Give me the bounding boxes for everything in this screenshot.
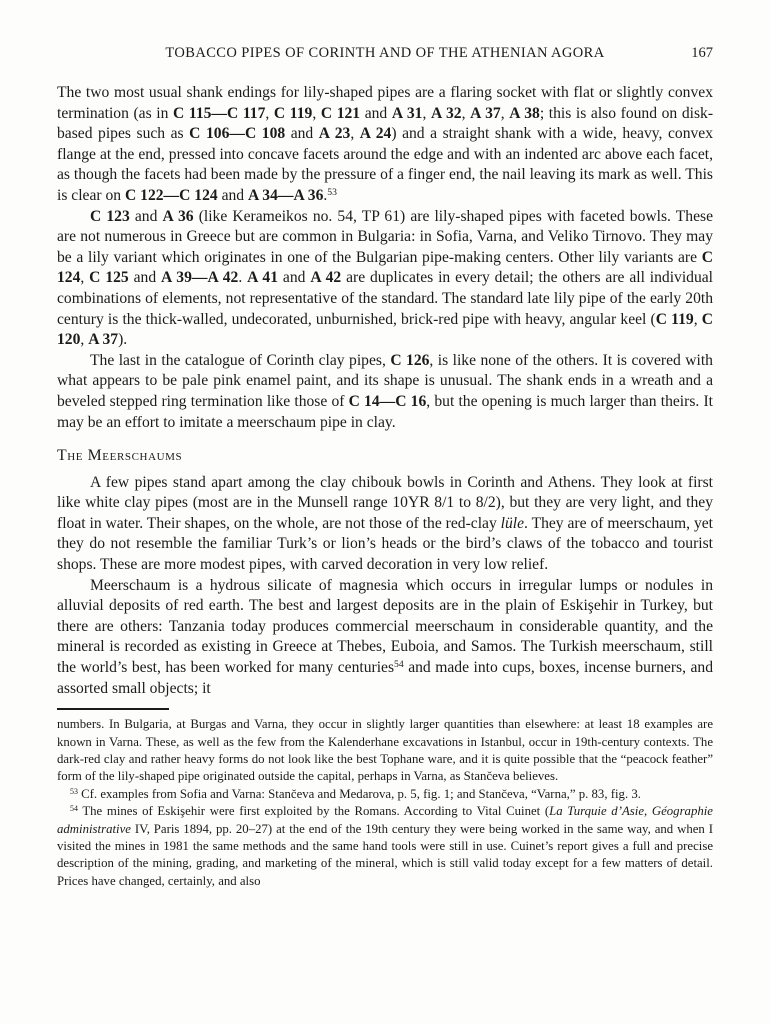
footnote-54: $^{54}$ The mines of Eskişehir were first exploited by the Romans. According to Vital Cuinet (La Turquie d’Asie, Géographie administrative IV, Paris 1894, pp. 20–27) at the end of the 19th century they were being worked in the same way, and when I visited the mines in 1981 the same methods and the same hand tools were still in use. Cuinet’s report gives a full and precise description of the mining, grading, and marketing of the mineral, which is still valid today except for a few matters of detail. Prices have changed, certainly, and also: [57, 804, 713, 888]
paragraph: C 123 and A 36 (like Kerameikos no. 54, TP 61) are lily-shaped pipes with faceted bowls. These are not numerous in Greece but are common in Bulgaria: in Sofia, Varna, and Veliko Tirnovo. They may be a lily variant which originates in one of the Bulgarian pipe-making centers. Other lily variants are C 124, C 125 and A 39—A 42. A 41 and A 42 are duplicates in every detail; the others are all individual combinations of elements, not representative of the standard. The standard late lily pipe of the early 20th century is the thick-walled, undecorated, unburnished, brick-red pipe with heavy, angular keel (C 119, C 120, A 37).: [57, 207, 714, 349]
paragraph: The two most usual shank endings for lily-shaped pipes are a flaring socket with flat or slightly convex termination (as in C 115—C 117, C 119, C 121 and A 31, A 32, A 37, A 38; this is also found on disk-based pipes such as C 106—C 108 and A 23, A 24) and a straight shank with a wide, heavy, convex flange at the end, pressed into concave facets around the edge and with an indented arc above each facet, as though the facets had been made by the pressure of a finger end, the nail leaving its mark as well. This is clear on C 122—C 124 and A 34—A 36.53: [57, 84, 714, 204]
page-number: 167: [691, 45, 713, 61]
page-body: [57, 83, 713, 699]
paragraph: The last in the catalogue of Corinth clay pipes, C 126, is like none of the others. It is covered with what appears to be pale pink enamel paint, and its shape is unusual. The shank ends in a wreath and a beveled stepped ring termination like those of C 14—C 16, but the opening is much larger than theirs. It may be an effort to imitate a meerschaum pipe in clay.: [57, 351, 713, 431]
paragraph: A few pipes stand apart among the clay chibouk bowls in Corinth and Athens. They look at first like white clay pipes (most are in the Munsell range 10YR 8/1 to 8/2), but they are very light, and they float in water. Their shapes, on the whole, are not those of the red-clay lüle. They are of meerschaum, yet they do not resemble the familiar Turk’s or lion’s heads or the bird’s claws of the tobacco and tourist shops. These are more modest pipes, with carved decoration in very low relief.: [57, 473, 714, 574]
running-header: [57, 44, 713, 62]
running-title: TOBACCO PIPES OF CORINTH AND OF THE ATHENIAN AGORA: [165, 45, 605, 61]
footnote-53: $^{53}$ Cf. examples from Sofia and Varna: Stančeva and Medarova, p. 5, fig. 1; and Stančeva, “Varna,” p. 83, fig. 3.: [70, 786, 641, 801]
footnote-separator-rule: [57, 708, 169, 710]
section-heading: The Meerschaums: [57, 447, 183, 465]
paragraph: Meerschaum is a hydrous silicate of magnesia which occurs in irregular lumps or nodules in alluvial deposits of red earth. The best and largest deposits are in the plain of Eskişehir in Turkey, but there are others: Tanzania today produces commercial meerschaum in considerable quantity, and the mineral is recorded as existing in Greece at Thebes, Euboia, and Samos. The Turkish meerschaum, still the world’s best, has been worked for many centuries$^{54}$ and made into cups, boxes, incense burners, and assorted small objects; it: [57, 576, 713, 697]
footnote-continuation: numbers. In Bulgaria, at Burgas and Varna, they occur in slightly larger quantities than elsewhere: at least 18 examples are known in Varna. These, as well as the few from the Kalenderhane excavations in Istanbul, occur in 19th-century contexts. The dark-red clay and rather heavy forms do not look like the best Tophane ware, and it is quite possible that the “peacock feather” form of the lily-shaped pipe originated outside the capital, perhaps in Varna, as Stančeva believes.: [57, 717, 713, 784]
footnotes-section: [57, 708, 713, 890]
